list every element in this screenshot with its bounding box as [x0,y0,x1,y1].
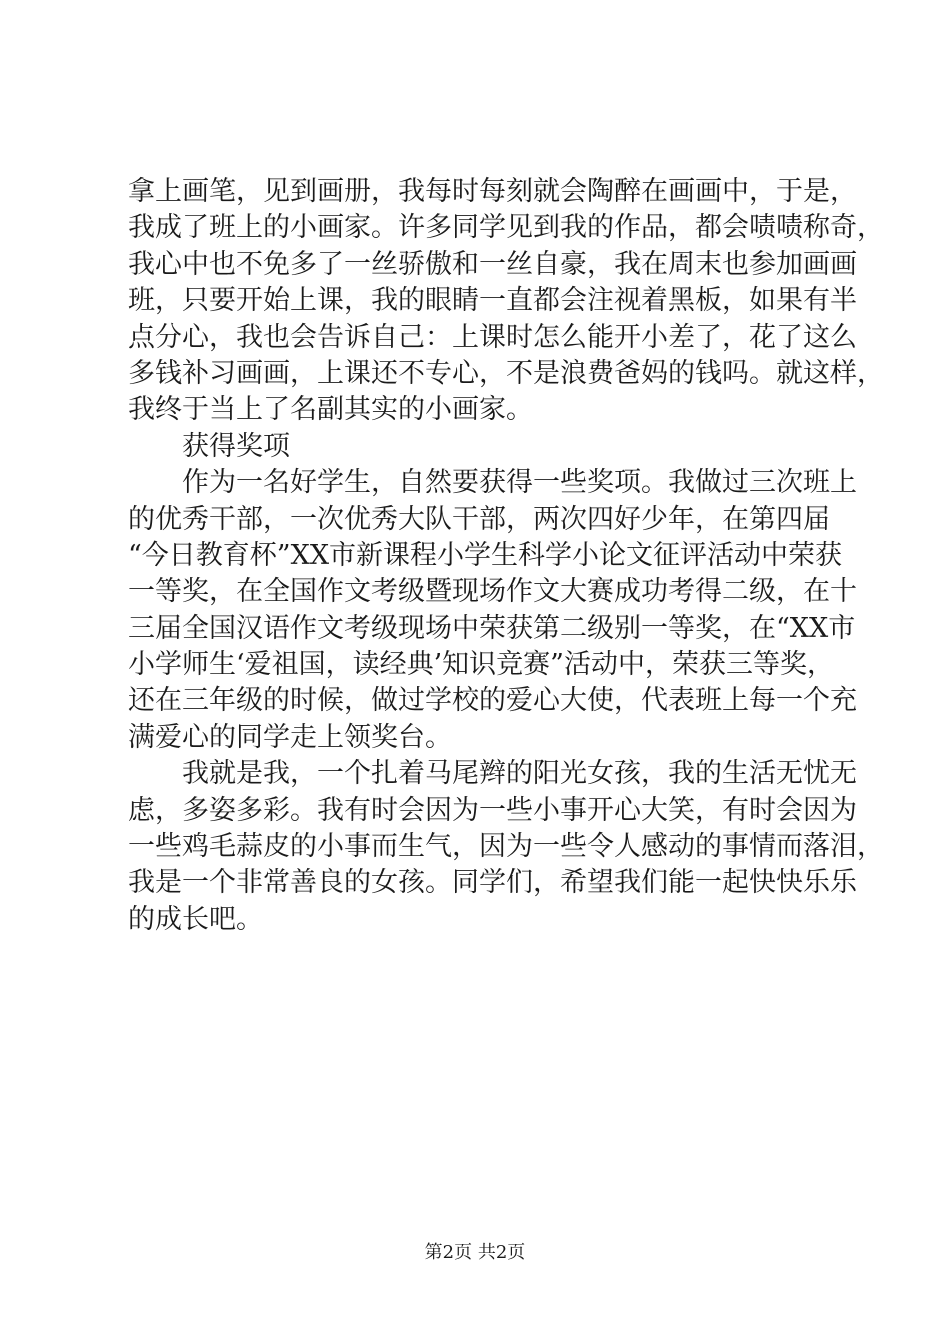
text-line: 我心中也不免多了一丝骄傲和一丝自豪，我在周末也参加画画 [128,248,857,280]
text-line: 我终于当上了名副其实的小画家。 [128,394,533,426]
text-line: 一等奖，在全国作文考级暨现场作文大赛成功考得二级，在十 [128,576,857,608]
text-line: 满爱心的同学走上领奖台。 [128,721,452,753]
text-line: 小学师生‘爱祖国，读经典’知识竞赛”活动中，荣获三等奖， [128,649,834,681]
paragraph-1 [128,174,884,429]
text-line: 的优秀干部，一次优秀大队干部，两次四好少年，在第四届 [128,503,830,535]
text-line: 点分心，我也会告诉自己：上课时怎么能开小差了，花了这么 [128,321,857,353]
page-indicator: 第2页 共2页 [424,1242,526,1263]
text-line: 我就是我，一个扎着马尾辫的阳光女孩，我的生活无忧无 [182,758,857,790]
page-footer [0,1242,950,1264]
paragraph-3 [128,756,884,938]
text-line: 我成了班上的小画家。许多同学见到我的作品，都会啧啧称奇， [128,212,884,244]
text-line: 我是一个非常善良的女孩。同学们，希望我们能一起快快乐乐 [128,867,857,899]
text-line: 多钱补习画画，上课还不专心，不是浪费爸妈的钱吗。就这样， [128,357,884,389]
text-line: 作为一名好学生，自然要获得一些奖项。我做过三次班上 [182,467,857,499]
text-line: 三届全国汉语作文考级现场中荣获第二级别一等奖，在“XX市 [128,612,856,644]
text-line: 还在三年级的时候，做过学校的爱心大使，代表班上每一个充 [128,685,857,717]
document-body [128,174,884,938]
text-line: 的成长吧。 [128,903,263,935]
text-line: “今日教育杯”XX市新课程小学生科学小论文征评活动中荣获 [128,539,843,571]
paragraph-2 [128,465,857,756]
text-line: 班，只要开始上课，我的眼睛一直都会注视着黑板，如果有半 [128,285,857,317]
section-heading: 获得奖项 [182,430,290,462]
text-line: 虑，多姿多彩。我有时会因为一些小事开心大笑，有时会因为 [128,794,857,826]
text-line: 拿上画笔，见到画册，我每时每刻就会陶醉在画画中，于是， [128,176,857,207]
text-line: 一些鸡毛蒜皮的小事而生气，因为一些令人感动的事情而落泪， [128,831,884,863]
